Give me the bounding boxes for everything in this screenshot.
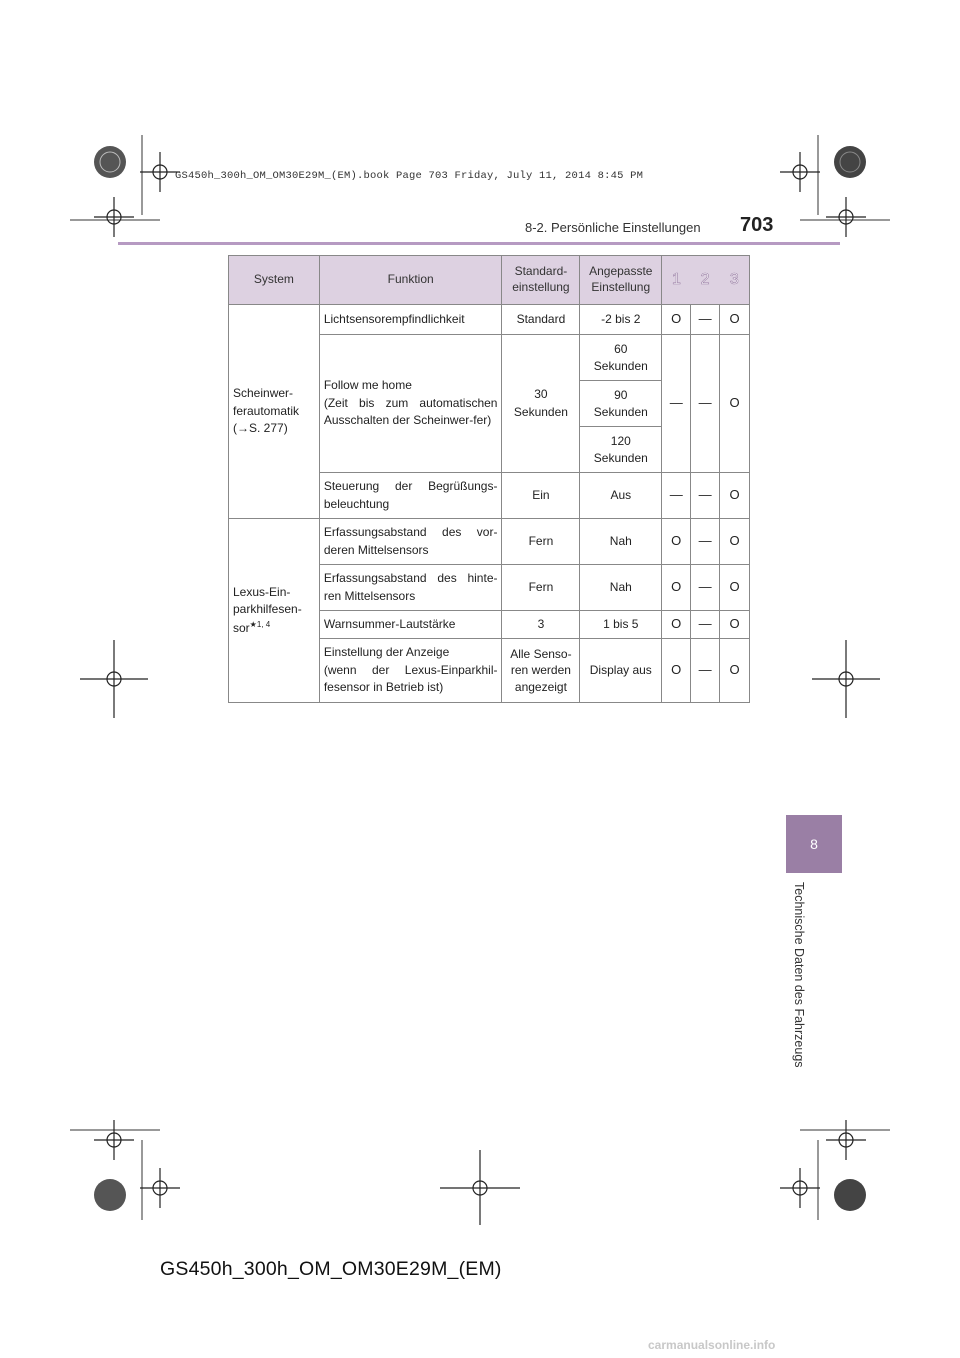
funktion-cell: Erfassungsabstand des vor-deren Mittelsensors (319, 519, 502, 565)
mark-3: O (720, 611, 750, 639)
chapter-side-label (792, 882, 812, 1072)
header-funktion: Funktion (319, 256, 502, 305)
angepasst-cell: 120 Sekunden (580, 427, 662, 473)
chapter-number: 8 (810, 836, 818, 852)
mark-2: — (691, 519, 720, 565)
funktion-cell: Warnsummer-Lautstärke (319, 611, 502, 639)
system-label: Lexus-Ein- parkhilfesen- sor (233, 584, 302, 635)
mark-3: O (720, 565, 750, 611)
header-col-2: 2 (700, 271, 710, 289)
footnote-marker: ★1, 4 (249, 619, 271, 629)
document-code: GS450h_300h_OM_OM30E29M_(EM) (160, 1258, 502, 1280)
table-row (229, 519, 750, 565)
angepasst-cell: 90 Sekunden (580, 381, 662, 427)
angepasst-cell: Nah (580, 565, 662, 611)
header-system: System (229, 256, 320, 305)
table-row (229, 305, 750, 335)
mark-2: — (691, 473, 720, 519)
section-title: 8-2. Persönliche Einstellungen (525, 220, 701, 235)
mark-2: — (691, 565, 720, 611)
mark-1: — (662, 335, 691, 473)
mark-1: — (662, 473, 691, 519)
mark-1: O (662, 611, 691, 639)
angepasst-cell: -2 bis 2 (580, 305, 662, 335)
angepasst-cell: Aus (580, 473, 662, 519)
settings-table (228, 255, 750, 703)
system-cell-scheinwerfer: Scheinwer- ferautomatik (→S. 277) (229, 305, 320, 519)
mark-1: O (662, 639, 691, 703)
funktion-cell: Erfassungsabstand des hinte-ren Mittelsensors (319, 565, 502, 611)
standard-cell: Ein (502, 473, 580, 519)
mark-3: O (720, 639, 750, 703)
mark-1: O (662, 519, 691, 565)
header-rule (118, 242, 840, 245)
standard-cell: 3 (502, 611, 580, 639)
angepasst-cell: Display aus (580, 639, 662, 703)
mark-3: O (720, 519, 750, 565)
funktion-cell: Einstellung der Anzeige (wenn der Lexus-Einparkhil-fesensor in Betrieb ist) (319, 639, 502, 703)
angepasst-cell: 1 bis 5 (580, 611, 662, 639)
chapter-tab (786, 815, 842, 873)
table-header-row (229, 256, 750, 305)
standard-cell: Fern (502, 565, 580, 611)
header-col-1: 1 (671, 271, 681, 289)
funktion-cell: Lichtsensorempfindlichkeit (319, 305, 502, 335)
standard-cell: Fern (502, 519, 580, 565)
angepasst-cell: Nah (580, 519, 662, 565)
mark-3: O (720, 473, 750, 519)
watermark: carmanualsonline.info (648, 1338, 776, 1352)
mark-2: — (691, 305, 720, 335)
book-file-line: GS450h_300h_OM_OM30E29M_(EM).book Page 703 Friday, July 11, 2014 8:45 PM (175, 170, 644, 182)
mark-2: — (691, 335, 720, 473)
system-cell-parksensor (229, 519, 320, 703)
mark-2: — (691, 639, 720, 703)
standard-cell: Standard (502, 305, 580, 335)
angepasst-cell: 60 Sekunden (580, 335, 662, 381)
standard-cell: 30 Sekunden (502, 335, 580, 473)
mark-1: O (662, 305, 691, 335)
mark-3: O (720, 305, 750, 335)
mark-2: — (691, 611, 720, 639)
page-number: 703 (740, 214, 774, 236)
standard-cell: Alle Senso- ren werden angezeigt (502, 639, 580, 703)
chapter-title: Technische Daten des Fahrzeugs (792, 882, 806, 1068)
mark-1: O (662, 565, 691, 611)
funktion-cell: Steuerung der Begrüßungs-beleuchtung (319, 473, 502, 519)
header-standard: Standard- einstellung (502, 256, 580, 305)
header-col-3: 3 (729, 271, 739, 289)
header-angepasst: Angepasste Einstellung (580, 256, 662, 305)
mark-3: O (720, 335, 750, 473)
funktion-cell: Follow me home (Zeit bis zum automatischen Ausschalten der Scheinwer-fer) (319, 335, 502, 473)
